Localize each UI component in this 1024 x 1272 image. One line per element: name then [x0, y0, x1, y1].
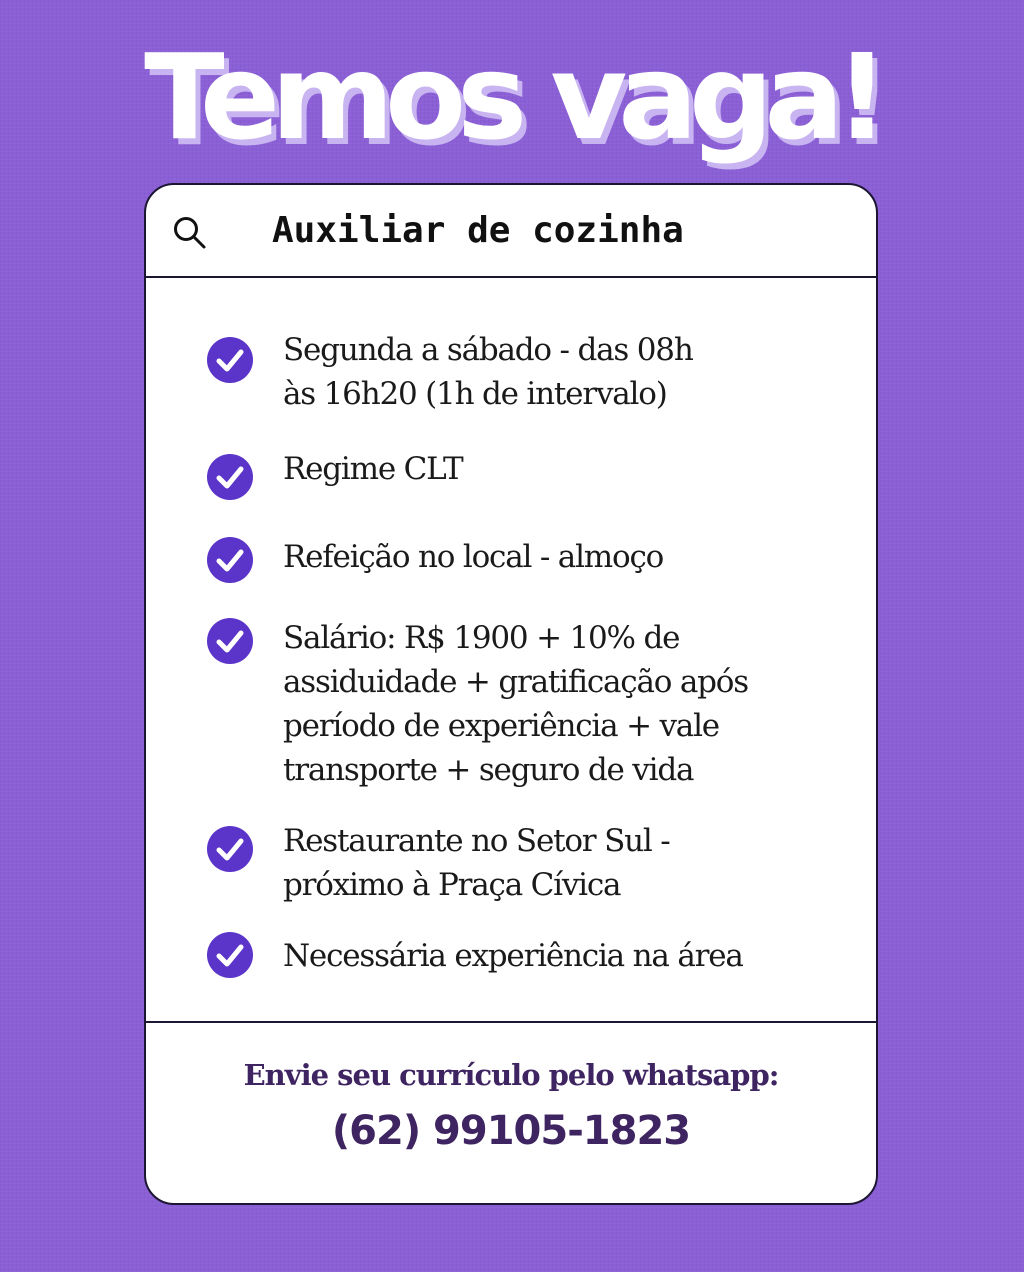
headline: Temos vaga!	[144, 28, 880, 166]
check-circle-icon	[206, 825, 254, 873]
requirement-text: Restaurante no Setor Sul - próximo à Praça Cívica	[283, 823, 670, 903]
requirement-text: Necessária experiência na área	[283, 938, 743, 974]
check-circle-icon	[206, 336, 254, 384]
requirement-text: Salário: R$ 1900 + 10% de assiduidade + gratificação após período de experiência + vale transporte + seguro de vida	[283, 620, 748, 788]
job-title: Auxiliar de cozinha	[272, 210, 684, 251]
check-circle-icon	[206, 536, 254, 584]
check-circle-icon	[206, 931, 254, 979]
whatsapp-phone[interactable]: (62) 99105-1823	[331, 1108, 691, 1154]
requirement-text: Regime CLT	[283, 451, 463, 487]
requirement-text: Refeição no local - almoço	[283, 539, 664, 575]
check-circle-icon	[206, 453, 254, 501]
job-card	[144, 183, 878, 1205]
contact-footer	[146, 1021, 876, 1205]
check-circle-icon	[206, 617, 254, 665]
cta-text: Envie seu currículo pelo whatsapp:	[243, 1058, 779, 1092]
requirement-text: Segunda a sábado - das 08h às 16h20 (1h de intervalo)	[283, 332, 693, 412]
